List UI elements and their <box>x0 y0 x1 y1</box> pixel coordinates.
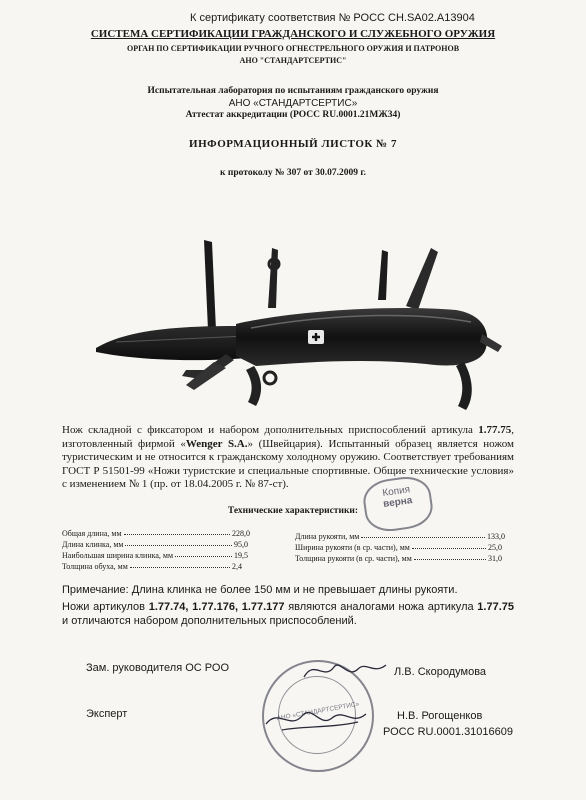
system-name: СИСТЕМА СЕРТИФИКАЦИИ ГРАЖДАНСКОГО И СЛУЖЕБНОГО ОРУЖИЯ <box>90 28 496 40</box>
lab-line-3: Аттестат аккредитации (РОСС RU.0001.21МЖ34) <box>185 110 401 120</box>
registration-number: РОСС RU.0001.31016609 <box>383 726 514 738</box>
note-text: Примечание: Длина клинка не более 150 мм и не превышает длины рукояти. <box>62 584 458 596</box>
corkscrew-tool <box>268 248 278 308</box>
spec-row-left-1 <box>62 529 250 538</box>
analogs-paragraph <box>62 601 514 628</box>
spec-label: Наибольшая ширина клинка, мм <box>62 551 174 560</box>
seal-text: АНО «СТАНДАРТСЕРТИС» <box>276 700 360 723</box>
knife-photo <box>86 230 506 420</box>
specs-title: Технические характеристики: <box>227 506 359 516</box>
spec-value: 2,4 <box>232 562 242 571</box>
description-paragraph <box>62 424 514 492</box>
copy-stamp-line-2: верна <box>382 495 414 511</box>
analogs-part-1: Ножи артикулов <box>62 601 149 613</box>
spec-row-right-3 <box>295 554 502 563</box>
signature-1 <box>300 655 390 685</box>
spec-value: 25,0 <box>488 543 502 552</box>
analogs-part-2: являются аналогами ножа артикула <box>284 601 478 613</box>
spec-row-right-2 <box>295 543 502 552</box>
analogs-part-3: и отличаются набором дополнительных приспособлений. <box>62 614 357 627</box>
spec-row-left-3 <box>62 551 248 560</box>
description-part-3: » (Швейцария). Испытанный образец является ножом туристическим и не относится к гражданскому холодному оружию. Соответствует требованиям ГОСТ Р 51501-99 «Ножи туристские и специальные спортивные. Общие технические условия» с изменением № 1 (пр. от 18.04.2005 г. № 87-ст). <box>62 437 514 490</box>
spec-label: Толщина рукояти (в ср. части), мм <box>295 554 412 563</box>
protocol-reference: к протоколу № 307 от 30.07.2009 г. <box>220 168 366 178</box>
spec-value: 31,0 <box>488 554 502 563</box>
document-title: ИНФОРМАЦИОННЫЙ ЛИСТОК № 7 <box>189 138 397 150</box>
article-number: 1.77.75 <box>478 424 512 436</box>
manufacturer-name: Wenger S.A. <box>185 437 248 450</box>
spec-value: 133,0 <box>487 532 505 541</box>
spec-label: Толщина обуха, мм <box>62 562 128 571</box>
hook-tool <box>246 366 261 406</box>
signer-role-2: Эксперт <box>86 708 128 720</box>
spec-label: Ширина рукояти (в ср. части), мм <box>295 543 410 552</box>
spec-row-left-4 <box>62 562 242 571</box>
copy-stamp-line-1: Копия <box>381 484 411 500</box>
lab-line-2: АНО «СТАНДАРТСЕРТИС» <box>228 98 358 109</box>
signature-2 <box>262 700 372 736</box>
org-line-2: АНО "СТАНДАРТСЕРТИС" <box>239 56 347 65</box>
signer-role-1: Зам. руководителя ОС РОО <box>86 662 230 674</box>
awl-tool <box>204 240 216 330</box>
spec-row-right-1 <box>295 532 505 541</box>
spec-value: 95,0 <box>234 540 248 549</box>
blade-tool-top <box>406 248 438 310</box>
certificate-reference: К сертификату соответствия № РОСС CH.SA02.A13904 <box>190 12 475 24</box>
signer-name-1: Л.В. Скородумова <box>394 666 487 678</box>
org-line-1: ОРГАН ПО СЕРТИФИКАЦИИ РУЧНОГО ОГНЕСТРЕЛЬНОГО ОРУЖИЯ И ПАТРОНОВ <box>126 44 460 53</box>
saw-tool <box>378 250 388 300</box>
spec-value: 19,5 <box>234 551 248 560</box>
signer-name-2: Н.В. Рогощенков <box>397 710 483 722</box>
spec-value: 228,0 <box>232 529 250 538</box>
main-article: 1.77.75 <box>477 601 514 613</box>
lab-line-1: Испытательная лаборатория по испытаниям гражданского оружия <box>147 86 439 96</box>
spec-label: Длина клинка, мм <box>62 540 124 549</box>
spec-label: Длина рукояти, мм <box>295 532 360 541</box>
spec-label: Общая длина, мм <box>62 529 122 538</box>
spec-row-left-2 <box>62 540 248 549</box>
description-part-2: , изготовленный фирмой « <box>62 424 514 450</box>
description-part-1: Нож складной с фиксатором и набором дополнительных приспособлений артикула <box>62 424 479 436</box>
analog-articles: 1.77.74, 1.77.176, 1.77.177 <box>148 601 285 613</box>
lower-tool <box>456 362 472 410</box>
